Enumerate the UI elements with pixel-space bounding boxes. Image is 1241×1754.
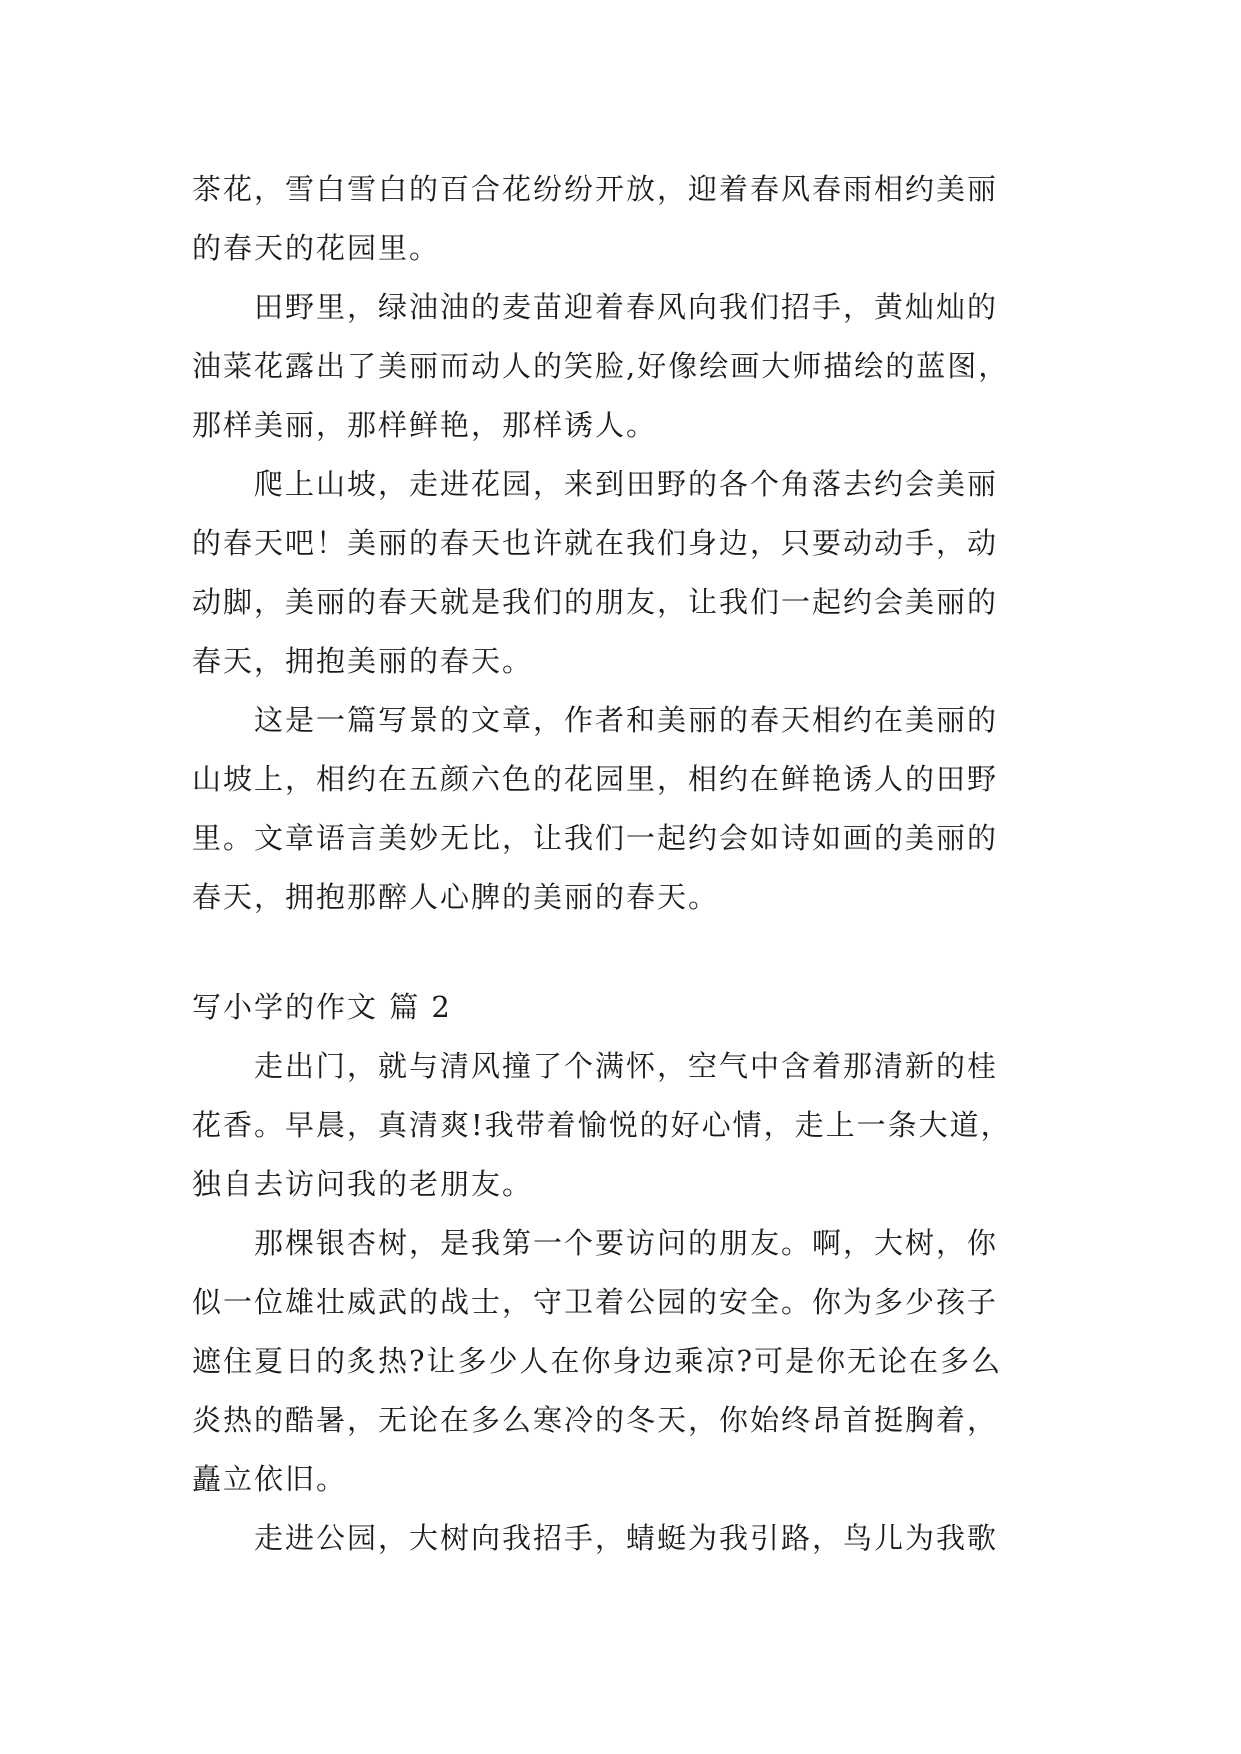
text-line: 遮住夏日的炙热?让多少人在你身边乘凉?可是你无论在多么 (192, 1344, 1003, 1378)
text-line: 这是一篇写景的文章，作者和美丽的春天相约在美丽的 (192, 703, 999, 737)
text-line: 里。文章语言美妙无比，让我们一起约会如诗如画的美丽的 (192, 821, 999, 855)
text-line: 的春天吧！美丽的春天也许就在我们身边，只要动动手，动 (192, 526, 999, 560)
text-line: 春天，拥抱美丽的春天。 (192, 644, 534, 678)
text-line: 矗立依旧。 (192, 1462, 348, 1496)
text-line: 独自去访问我的老朋友。 (192, 1167, 534, 1201)
text-line: 茶花，雪白雪白的百合花纷纷开放，迎着春风春雨相约美丽 (192, 172, 999, 206)
text-line: 山坡上，相约在五颜六色的花园里，相约在鲜艳诱人的田野 (192, 762, 999, 796)
text-line: 那样美丽，那样鲜艳，那样诱人。 (192, 408, 658, 442)
text-line: 炎热的酷暑，无论在多么寒冷的冬天，你始终昂首挺胸着， (192, 1403, 999, 1437)
text-line: 油菜花露出了美丽而动人的笑脸,好像绘画大师描绘的蓝图， (192, 349, 1010, 383)
section-heading: 写小学的作文 篇 2 (192, 990, 452, 1024)
text-line: 走进公园，大树向我招手，蜻蜓为我引路，鸟儿为我歌 (192, 1521, 999, 1555)
text-line: 的春天的花园里。 (192, 231, 441, 265)
document-body (192, 160, 1052, 1568)
section-gap (192, 927, 1052, 978)
text-line: 花香。早晨，真清爽!我带着愉悦的好心情，走上一条大道， (192, 1108, 1012, 1142)
text-line: 似一位雄壮威武的战士，守卫着公园的安全。你为多少孩子 (192, 1285, 999, 1319)
text-line: 春天，拥抱那醉人心脾的美丽的春天。 (192, 880, 720, 914)
text-line: 爬上山坡，走进花园，来到田野的各个角落去约会美丽 (192, 467, 999, 501)
text-line: 动脚，美丽的春天就是我们的朋友，让我们一起约会美丽的 (192, 585, 999, 619)
text-line: 田野里，绿油油的麦苗迎着春风向我们招手，黄灿灿的 (192, 290, 999, 324)
text-line: 那棵银杏树，是我第一个要访问的朋友。啊，大树，你 (192, 1226, 999, 1260)
text-line: 走出门，就与清风撞了个满怀，空气中含着那清新的桂 (192, 1049, 999, 1083)
